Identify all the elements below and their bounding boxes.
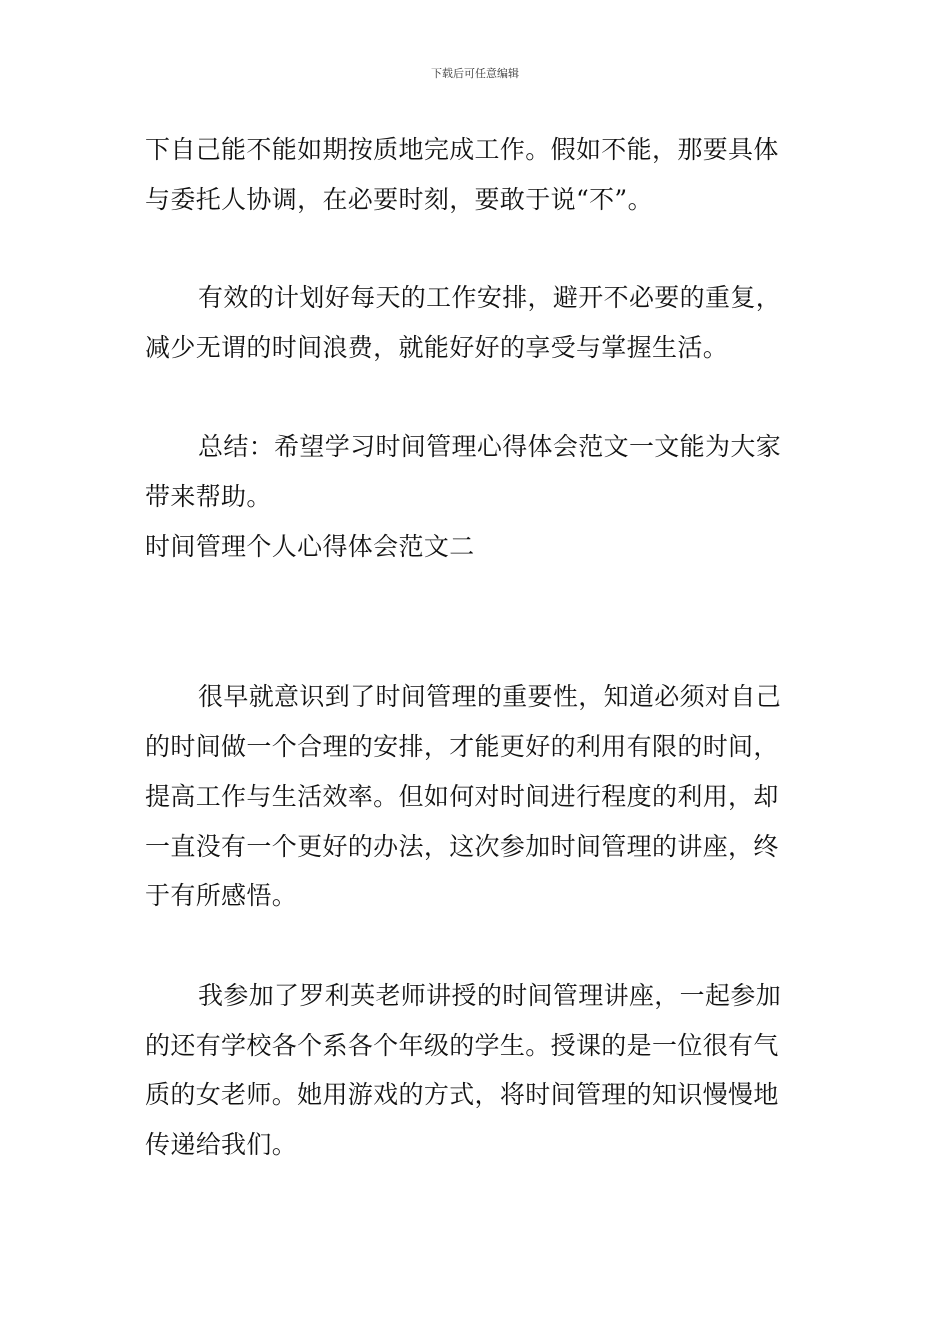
paragraph-line: 提高工作与生活效率。但如何对时间进行程度的利用，却 xyxy=(145,782,779,811)
paragraph-line: 的时间做一个合理的安排，才能更好的利用有限的时间， xyxy=(145,732,779,761)
section-title: 时间管理个人心得体会范文二 xyxy=(145,532,475,561)
paragraph-line: 的还有学校各个系各个年级的学生。授课的是一位很有气 xyxy=(145,1031,779,1060)
paragraph-line: 一直没有一个更好的办法，这次参加时间管理的讲座，终 xyxy=(145,832,779,861)
paragraph-line: 很早就意识到了时间管理的重要性，知道必须对自己 xyxy=(198,682,782,711)
paragraph-line: 与委托人协调，在必要时刻，要敢于说“不”。 xyxy=(145,185,653,214)
paragraph-line: 于有所感悟。 xyxy=(145,881,298,910)
paragraph-line: 我参加了罗利英老师讲授的时间管理讲座，一起参加 xyxy=(198,981,782,1010)
paragraph-line: 总结：希望学习时间管理心得体会范文一文能为大家 xyxy=(198,432,782,461)
paragraph-line: 质的女老师。她用游戏的方式，将时间管理的知识慢慢地 xyxy=(145,1080,779,1109)
header-note: 下载后可任意编辑 xyxy=(431,67,519,80)
paragraph-line: 下自己能不能如期按质地完成工作。假如不能，那要具体 xyxy=(145,135,779,164)
paragraph-line: 带来帮助。 xyxy=(145,482,272,511)
paragraph-line: 有效的计划好每天的工作安排，避开不必要的重复， xyxy=(198,283,782,312)
paragraph-line: 传递给我们。 xyxy=(145,1130,298,1159)
paragraph-line: 减少无谓的时间浪费，就能好好的享受与掌握生活。 xyxy=(145,333,729,362)
